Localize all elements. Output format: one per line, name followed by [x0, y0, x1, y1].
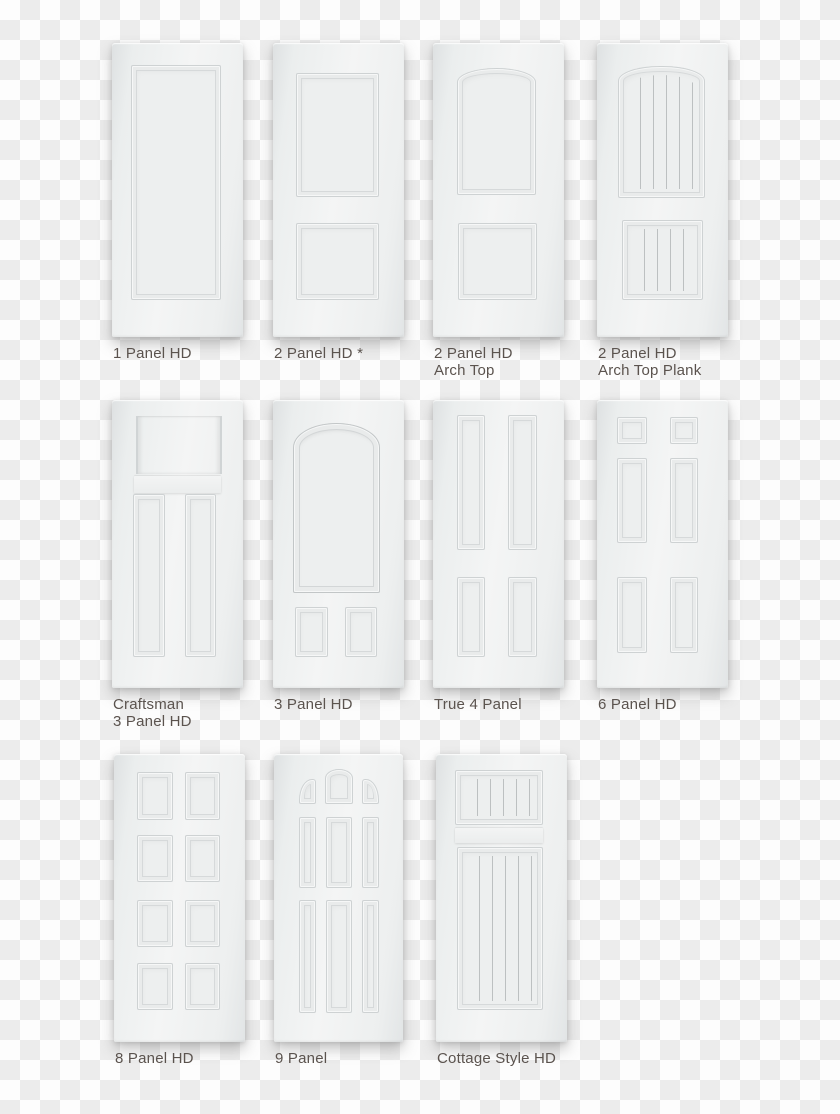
- door-label-line: Craftsman: [113, 696, 184, 713]
- door-panel: [185, 494, 216, 657]
- door-card-6-panel-hd: [597, 400, 728, 713]
- door-label-line: 2 Panel HD: [598, 345, 677, 362]
- door-label-line: 1 Panel HD: [113, 345, 192, 362]
- door-image-2-panel-hd-arch-top-plank: [597, 43, 728, 337]
- door-panel: [299, 779, 316, 804]
- door-panel-plank: [457, 847, 543, 1010]
- door-panel: [670, 458, 698, 543]
- door-panel: [617, 417, 647, 444]
- door-label: [598, 345, 728, 379]
- door-panel: [299, 817, 316, 888]
- door-card-1-panel-hd: [112, 43, 243, 362]
- door-label-line: 3 Panel HD: [113, 713, 192, 730]
- door-panel: [299, 900, 316, 1013]
- door-panel: [345, 607, 377, 657]
- door-panel: [458, 223, 537, 300]
- door-label-line: 2 Panel HD: [434, 345, 513, 362]
- door-panel: [508, 577, 537, 657]
- door-label-line: True 4 Panel: [434, 696, 522, 713]
- door-label-line: 8 Panel HD: [115, 1050, 194, 1067]
- door-label-line: Cottage Style HD: [437, 1050, 557, 1067]
- door-panel: [508, 415, 537, 550]
- door-image-6-panel-hd: [597, 400, 728, 688]
- door-card-craftsman-3-panel-hd: [112, 400, 243, 730]
- door-label: [434, 696, 564, 713]
- door-label: [274, 696, 404, 713]
- door-panel: [296, 73, 379, 197]
- door-image-craftsman-3-panel-hd: [112, 400, 243, 688]
- door-label: [274, 345, 404, 362]
- door-panel: [133, 494, 165, 657]
- door-panel-arch: [325, 769, 353, 804]
- door-image-9-panel: [274, 754, 403, 1042]
- door-image-8-panel-hd: [114, 754, 245, 1042]
- door-label: [113, 345, 243, 362]
- door-label: [113, 696, 243, 730]
- door-panel: [326, 900, 352, 1013]
- door-image-2-panel-hd: [273, 43, 404, 337]
- door-panel: [617, 458, 647, 543]
- door-panel: [137, 835, 173, 882]
- door-label-line: Arch Top Plank: [598, 362, 702, 379]
- door-panel: [131, 65, 221, 300]
- door-panel-top: [136, 416, 222, 474]
- door-card-2-panel-hd: [273, 43, 404, 362]
- door-panel: [185, 835, 220, 882]
- door-panel: [185, 900, 220, 947]
- door-label-line: 6 Panel HD: [598, 696, 677, 713]
- door-panel: [185, 963, 220, 1010]
- door-panel: [295, 607, 328, 657]
- door-card-2-panel-hd-arch-top: [433, 43, 564, 379]
- door-label-line: Arch Top: [434, 362, 495, 379]
- door-panel: [362, 900, 379, 1013]
- door-panel: [617, 577, 647, 653]
- door-panel: [185, 772, 220, 820]
- door-panel: [137, 900, 173, 947]
- door-panel-arch: [293, 423, 380, 593]
- door-rail: [455, 828, 543, 843]
- door-panel: [137, 963, 173, 1010]
- door-card-8-panel-hd: [114, 754, 245, 1067]
- door-card-3-panel-hd: [273, 400, 404, 713]
- door-panel: [326, 817, 352, 888]
- door-card-cottage-style-hd: [436, 754, 567, 1067]
- door-card-2-panel-hd-arch-top-plank: [597, 43, 728, 379]
- door-label-line: 3 Panel HD: [274, 696, 353, 713]
- door-label: [437, 1050, 567, 1067]
- door-image-3-panel-hd: [273, 400, 404, 688]
- door-panel: [362, 817, 379, 888]
- door-panel: [670, 577, 698, 653]
- door-label: [275, 1050, 403, 1067]
- door-rail: [134, 476, 221, 493]
- door-image-1-panel-hd: [112, 43, 243, 337]
- door-label-line: 9 Panel: [275, 1050, 328, 1067]
- door-label: [434, 345, 564, 379]
- door-image-true-4-panel: [433, 400, 564, 688]
- door-label: [598, 696, 728, 713]
- door-panel: [296, 223, 379, 300]
- door-panel: [457, 415, 485, 550]
- door-label: [115, 1050, 245, 1067]
- door-panel: [457, 577, 485, 657]
- door-panel: [362, 779, 379, 804]
- door-panel: [670, 417, 698, 444]
- door-panel-plank: [455, 770, 543, 825]
- door-panel: [137, 772, 173, 820]
- door-card-9-panel: [274, 754, 403, 1067]
- door-image-2-panel-hd-arch-top: [433, 43, 564, 337]
- door-label-line: 2 Panel HD *: [274, 345, 364, 362]
- door-image-cottage-style-hd: [436, 754, 567, 1042]
- door-panel-arch: [457, 68, 536, 195]
- door-panel-arch-plank: [618, 66, 705, 198]
- door-card-true-4-panel: [433, 400, 564, 713]
- door-panel-plank: [622, 220, 703, 300]
